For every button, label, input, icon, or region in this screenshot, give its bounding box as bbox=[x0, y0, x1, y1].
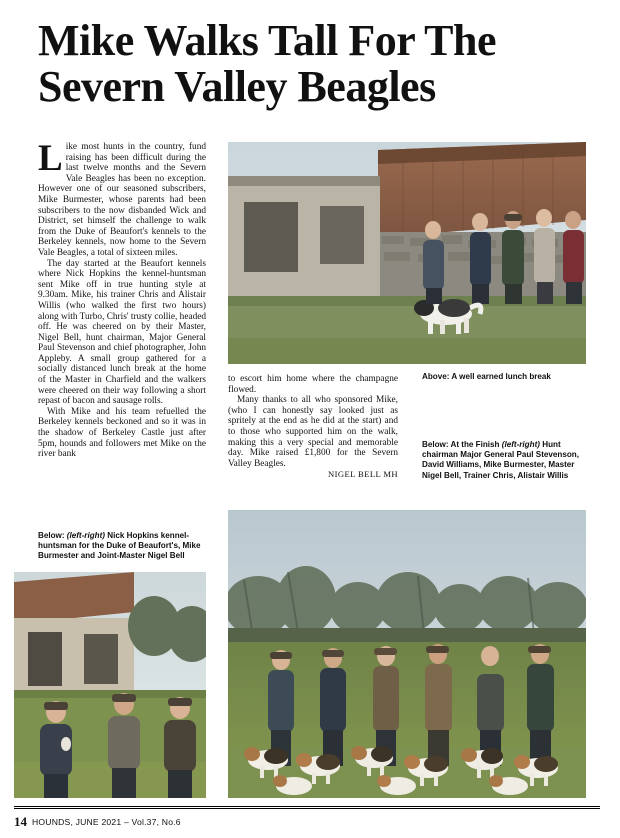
footer-rule bbox=[14, 806, 600, 807]
caption-kennel-lead: Below: bbox=[38, 531, 67, 540]
photo-lunch-break bbox=[228, 142, 586, 364]
caption-kennel bbox=[38, 531, 206, 562]
article-paragraph bbox=[38, 259, 206, 407]
article-paragraph bbox=[38, 407, 206, 460]
caption-finish-italic: (left-right) bbox=[501, 440, 540, 449]
footer bbox=[14, 808, 600, 830]
paragraph-text: The day started at the Beaufort kennels where Nick Hopkins the kennel-huntsman sent Mike off in true hunting style at 9.30am. Mike, his trainer Chris and Alistair Willis (who walked the first two hours) along with Turbo, Chris' trusty collie, headed off. He was cheered on by their Master, Nigel Bell, hunt chairman, Major General Paul Stevenson and chief photographer, John Appleby. A small group gathered for a socially distanced lunch break at the home of the Master in Charfield and the walkers were cheered on their way following a short repast of bacon and sausage rolls. bbox=[38, 258, 206, 407]
article-column-2 bbox=[228, 374, 398, 480]
article-byline: NIGEL BELL MH bbox=[328, 469, 398, 480]
caption-finish-lead: Below: At the Finish bbox=[422, 440, 502, 449]
article-paragraph bbox=[228, 395, 398, 469]
article-paragraph bbox=[38, 138, 206, 259]
photo-finish-group bbox=[228, 510, 586, 798]
page-title bbox=[38, 18, 586, 110]
paragraph-text: Many thanks to all who sponsored Mike, (who I can honestly say looked just as spritely at the end as he did at the start) and to those who supported him on the walk, making this a very special and memorable day. Mike raised £1,800 for the Severn Valley Beagles. bbox=[228, 395, 398, 469]
caption-lunch-break: Above: A well earned lunch break bbox=[422, 372, 551, 381]
caption-finish bbox=[422, 440, 586, 481]
drop-cap: L bbox=[38, 138, 63, 179]
headline-line-1: Mike Walks Tall For The bbox=[38, 16, 496, 65]
page-number: 14 bbox=[14, 814, 27, 829]
headline-line-2: Severn Valley Beagles bbox=[38, 62, 436, 111]
caption-finish-rest: Hunt chairman Major General Paul Stevenson, David Williams, Mike Burmester, Master Nigel Bell, Trainer Chris, Alistair Willis bbox=[422, 440, 579, 480]
article-paragraph bbox=[228, 374, 398, 395]
caption-kennel-italic: (left-right) bbox=[66, 531, 105, 540]
photo-kennel-huntsman bbox=[14, 572, 206, 798]
photo-kennel-huntsman-image bbox=[14, 572, 206, 798]
photo-lunch-break-image bbox=[228, 142, 586, 364]
footer-text: HOUNDS, JUNE 2021 – Vol.37, No.6 bbox=[32, 817, 181, 827]
caption-kennel-rest: Nick Hopkins kennel-huntsman for the Duke of Beaufort's, Mike Burmester and Joint-Master Nigel Bell bbox=[38, 531, 201, 561]
paragraph-text: ike most hunts in the country, fund raising has been difficult during the last twelve months and the Severn Vale Beagles has been no exception. However one of our seasoned subscribers, Mike Burmester, whose parents had been subscribers to the now disbanded Wick and District, set himself the challenge to walk from the Duke of Beaufort's kennels to the Berkeley kennels, now home to the Severn Vale Beagles, a total of sixteen miles. bbox=[38, 142, 206, 258]
paragraph-text: to escort him home where the champagne flowed. bbox=[228, 374, 398, 395]
article-column-1 bbox=[38, 138, 206, 460]
paragraph-text: With Mike and his team refuelled the Berkeley kennels beckoned and so it was in the shadow of Berkeley Castle just after 5pm, hounds and followers met Mike on the river bank bbox=[38, 406, 206, 460]
photo-finish-group-image bbox=[228, 510, 586, 798]
